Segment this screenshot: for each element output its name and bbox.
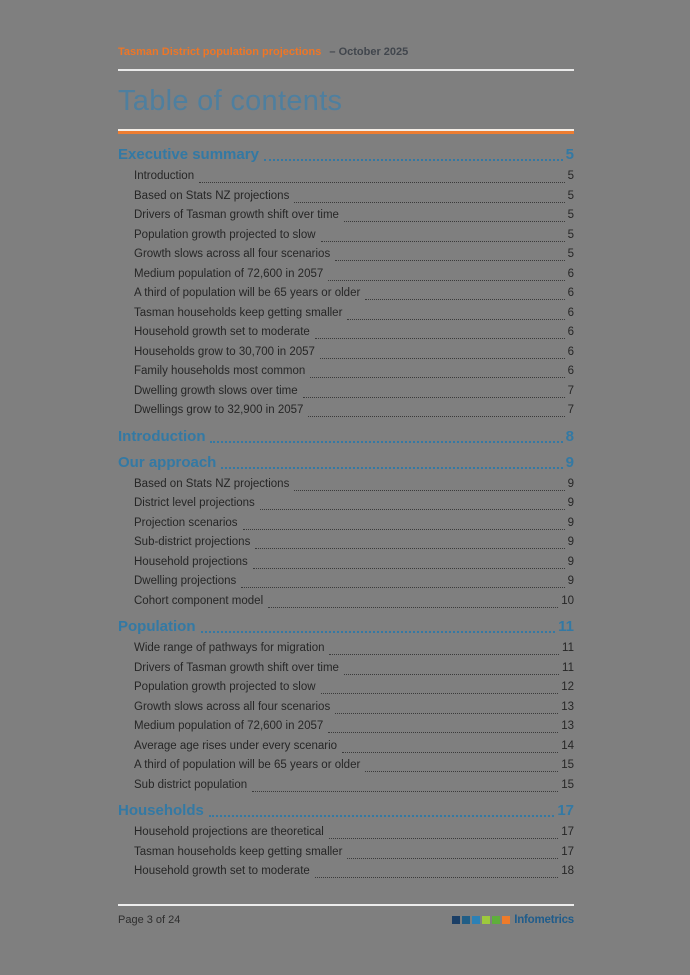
toc-item-row[interactable] bbox=[118, 843, 574, 863]
toc-item-label: Dwelling projections bbox=[134, 575, 237, 587]
dot-leader bbox=[264, 159, 563, 161]
header-doc-date: – October 2025 bbox=[329, 46, 409, 58]
header-doc-title: Tasman District population projections bbox=[118, 46, 322, 58]
toc-section-row[interactable] bbox=[118, 800, 574, 821]
toc-section-label: Our approach bbox=[118, 453, 217, 471]
dot-leader bbox=[243, 529, 565, 530]
dot-leader bbox=[321, 693, 559, 694]
toc-item-row[interactable] bbox=[118, 514, 574, 534]
toc-item-page: 13 bbox=[561, 720, 574, 732]
dot-leader bbox=[210, 441, 562, 443]
toc-item-page: 12 bbox=[561, 681, 574, 693]
toc-item-row[interactable] bbox=[118, 382, 574, 402]
toc-item-row[interactable] bbox=[118, 187, 574, 207]
dot-leader bbox=[365, 771, 558, 772]
toc-item-page: 18 bbox=[561, 865, 574, 877]
toc-item-page: 17 bbox=[561, 826, 574, 838]
toc-item-row[interactable] bbox=[118, 572, 574, 592]
toc-item-row[interactable] bbox=[118, 265, 574, 285]
toc-item-page: 11 bbox=[562, 661, 574, 674]
toc-item-label: Average age rises under every scenario bbox=[134, 739, 338, 752]
toc-item-label: A third of population will be 65 years or older bbox=[134, 287, 361, 299]
toc-item-label: District level projections bbox=[134, 497, 255, 509]
toc-item-page: 17 bbox=[561, 845, 574, 858]
dot-leader bbox=[321, 241, 565, 242]
dot-leader bbox=[201, 631, 556, 633]
toc-item-page: 9 bbox=[567, 555, 574, 568]
logo-text: Infometrics bbox=[514, 914, 574, 926]
dot-leader bbox=[260, 509, 565, 510]
toc-item-row[interactable] bbox=[118, 737, 574, 757]
toc-item-label: Sub-district projections bbox=[134, 536, 251, 548]
toc-item-page: 6 bbox=[567, 287, 574, 299]
dot-leader bbox=[255, 548, 564, 549]
brand-square bbox=[482, 916, 490, 924]
dot-leader bbox=[310, 377, 564, 378]
dot-leader bbox=[347, 858, 558, 859]
title-divider bbox=[118, 129, 574, 134]
dot-leader bbox=[268, 607, 558, 608]
toc-item-page: 6 bbox=[567, 365, 574, 377]
toc-item-row[interactable] bbox=[118, 717, 574, 737]
dot-leader bbox=[252, 791, 558, 792]
toc-section-label: Households bbox=[118, 802, 204, 819]
dot-leader bbox=[294, 490, 564, 491]
toc-item-row[interactable] bbox=[118, 206, 574, 226]
toc-item-label: Introduction bbox=[134, 170, 195, 182]
toc-item-page: 10 bbox=[561, 594, 574, 607]
toc-item-label: Growth slows across all four scenarios bbox=[134, 248, 331, 260]
toc-item-page: 5 bbox=[567, 248, 574, 260]
dot-leader bbox=[328, 280, 564, 281]
page-footer bbox=[118, 904, 574, 926]
footer-row bbox=[118, 914, 574, 926]
toc-item-page: 5 bbox=[567, 228, 574, 241]
dot-leader bbox=[344, 674, 559, 675]
toc-section-row[interactable] bbox=[118, 426, 574, 447]
toc-section-page: 5 bbox=[565, 146, 574, 163]
toc-item-row[interactable] bbox=[118, 823, 574, 843]
logo-squares bbox=[452, 916, 510, 924]
toc-item-page: 9 bbox=[567, 575, 574, 587]
toc-item-label: Medium population of 72,600 in 2057 bbox=[134, 267, 324, 280]
toc-item-row[interactable] bbox=[118, 678, 574, 698]
toc-item-label: Household projections are theoretical bbox=[134, 826, 324, 838]
toc-section-row[interactable] bbox=[118, 616, 574, 637]
toc-section-page: 17 bbox=[557, 802, 574, 819]
dot-leader bbox=[221, 467, 562, 469]
toc-item-label: Household projections bbox=[134, 555, 248, 568]
running-header bbox=[118, 46, 574, 59]
toc-section-row[interactable] bbox=[118, 144, 574, 165]
dot-leader bbox=[303, 397, 565, 398]
toc-item-row[interactable] bbox=[118, 553, 574, 573]
dot-leader bbox=[329, 838, 558, 839]
dot-leader bbox=[199, 182, 564, 183]
toc-item-row[interactable] bbox=[118, 167, 574, 187]
toc-item-row[interactable] bbox=[118, 475, 574, 495]
toc-section-label: Introduction bbox=[118, 427, 206, 445]
toc-item-row[interactable] bbox=[118, 533, 574, 553]
brand-square bbox=[452, 916, 460, 924]
toc-item-label: Population growth projected to slow bbox=[134, 228, 316, 241]
toc-item-row[interactable] bbox=[118, 592, 574, 612]
toc-item-page: 5 bbox=[567, 189, 574, 202]
toc-item-page: 9 bbox=[567, 536, 574, 548]
toc-item-row[interactable] bbox=[118, 362, 574, 382]
dot-leader bbox=[294, 202, 564, 203]
toc-item-row[interactable] bbox=[118, 776, 574, 796]
toc-item-row[interactable] bbox=[118, 284, 574, 304]
toc-item-label: Drivers of Tasman growth shift over time bbox=[134, 209, 339, 221]
toc-item-label: A third of population will be 65 years or older bbox=[134, 759, 361, 771]
infometrics-logo bbox=[452, 914, 574, 926]
toc-item-label: Sub district population bbox=[134, 778, 248, 791]
toc-item-label: Based on Stats NZ projections bbox=[134, 477, 290, 490]
dot-leader bbox=[344, 221, 565, 222]
table-of-contents bbox=[118, 144, 574, 882]
toc-item-label: Population growth projected to slow bbox=[134, 681, 316, 693]
dot-leader bbox=[347, 319, 564, 320]
toc-section-label: Population bbox=[118, 618, 196, 635]
dot-leader bbox=[342, 752, 558, 753]
brand-square bbox=[472, 916, 480, 924]
dot-leader bbox=[315, 877, 558, 878]
toc-item-label: Based on Stats NZ projections bbox=[134, 189, 290, 202]
toc-item-label: Wide range of pathways for migration bbox=[134, 642, 325, 654]
header-divider bbox=[118, 69, 574, 71]
toc-item-label: Household growth set to moderate bbox=[134, 326, 310, 338]
dot-leader bbox=[241, 587, 564, 588]
toc-item-row[interactable] bbox=[118, 494, 574, 514]
toc-item-page: 6 bbox=[567, 267, 574, 280]
toc-item-label: Tasman households keep getting smaller bbox=[134, 306, 343, 319]
toc-item-row[interactable] bbox=[118, 659, 574, 679]
toc-item-row[interactable] bbox=[118, 401, 574, 421]
toc-section-page: 9 bbox=[565, 453, 574, 471]
toc-item-row[interactable] bbox=[118, 698, 574, 718]
toc-item-page: 14 bbox=[561, 739, 574, 752]
dot-leader bbox=[365, 299, 564, 300]
toc-item-page: 15 bbox=[561, 759, 574, 771]
page-number-label: Page 3 of 24 bbox=[118, 914, 181, 926]
toc-item-row[interactable] bbox=[118, 343, 574, 363]
toc-item-row[interactable] bbox=[118, 323, 574, 343]
toc-section-label: Executive summary bbox=[118, 146, 259, 163]
toc-item-label: Household growth set to moderate bbox=[134, 865, 310, 877]
dot-leader bbox=[209, 815, 554, 817]
toc-section-page: 11 bbox=[558, 618, 574, 635]
toc-item-page: 15 bbox=[561, 778, 574, 791]
toc-item-page: 7 bbox=[567, 384, 574, 397]
toc-item-label: Projection scenarios bbox=[134, 516, 238, 529]
toc-item-page: 7 bbox=[567, 404, 574, 416]
toc-item-page: 9 bbox=[567, 516, 574, 529]
dot-leader bbox=[320, 358, 565, 359]
toc-item-row[interactable] bbox=[118, 226, 574, 246]
footer-divider bbox=[118, 904, 574, 906]
dot-leader bbox=[335, 713, 558, 714]
toc-item-page: 11 bbox=[562, 642, 574, 654]
toc-item-page: 9 bbox=[567, 477, 574, 490]
toc-item-page: 6 bbox=[567, 345, 574, 358]
toc-item-page: 6 bbox=[567, 306, 574, 319]
brand-square bbox=[502, 916, 510, 924]
toc-section-row[interactable] bbox=[118, 452, 574, 473]
brand-square bbox=[492, 916, 500, 924]
dot-leader bbox=[328, 732, 558, 733]
toc-item-label: Cohort component model bbox=[134, 594, 264, 607]
toc-item-label: Households grow to 30,700 in 2057 bbox=[134, 345, 315, 358]
toc-item-page: 5 bbox=[567, 170, 574, 182]
toc-item-label: Growth slows across all four scenarios bbox=[134, 700, 331, 713]
toc-item-label: Family households most common bbox=[134, 365, 306, 377]
dot-leader bbox=[308, 416, 564, 417]
page-title: Table of contents bbox=[118, 85, 343, 117]
toc-item-label: Dwelling growth slows over time bbox=[134, 384, 298, 397]
toc-section-page: 8 bbox=[565, 427, 574, 445]
toc-item-label: Tasman households keep getting smaller bbox=[134, 845, 343, 858]
toc-item-page: 6 bbox=[567, 326, 574, 338]
toc-item-label: Drivers of Tasman growth shift over time bbox=[134, 661, 339, 674]
toc-item-row[interactable] bbox=[118, 862, 574, 882]
toc-item-row[interactable] bbox=[118, 756, 574, 776]
toc-item-row[interactable] bbox=[118, 304, 574, 324]
dot-leader bbox=[329, 654, 559, 655]
brand-square bbox=[462, 916, 470, 924]
toc-item-page: 9 bbox=[567, 497, 574, 509]
page-content bbox=[118, 0, 574, 882]
toc-item-page: 13 bbox=[561, 700, 574, 713]
toc-item-row[interactable] bbox=[118, 639, 574, 659]
toc-item-page: 5 bbox=[567, 209, 574, 221]
dot-leader bbox=[335, 260, 564, 261]
dot-leader bbox=[315, 338, 565, 339]
toc-item-row[interactable] bbox=[118, 245, 574, 265]
toc-item-label: Medium population of 72,600 in 2057 bbox=[134, 720, 324, 732]
dot-leader bbox=[253, 568, 565, 569]
toc-item-label: Dwellings grow to 32,900 in 2057 bbox=[134, 404, 304, 416]
